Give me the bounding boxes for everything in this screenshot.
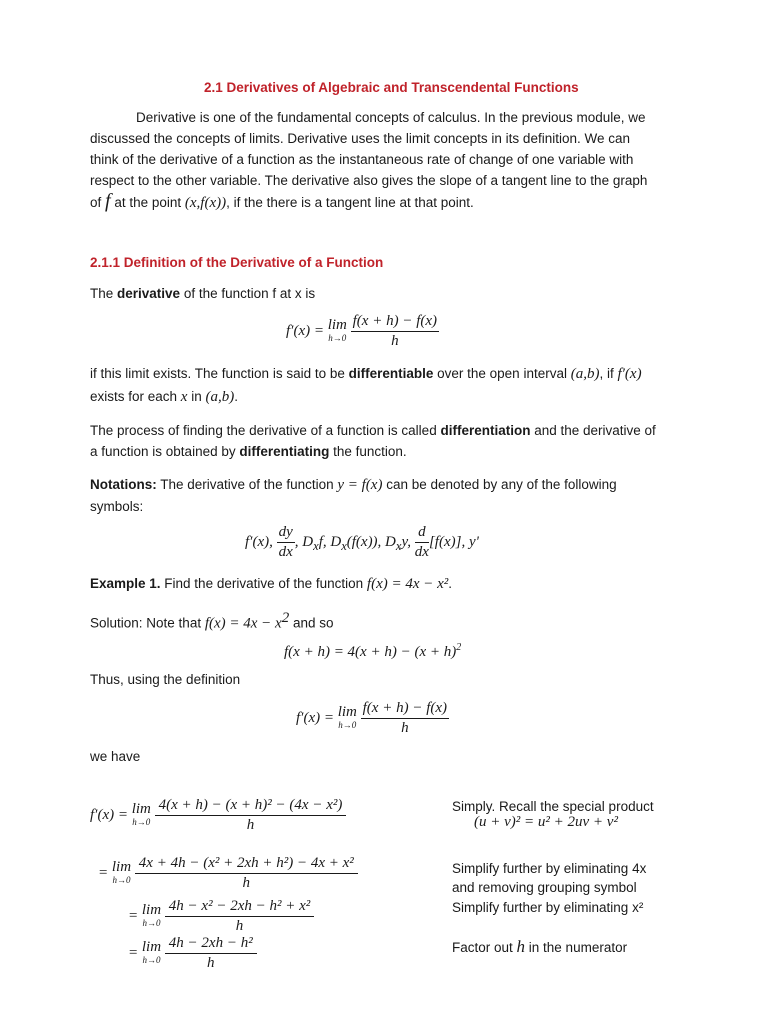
fraction [277, 524, 295, 561]
step-3 [128, 898, 314, 935]
lim-sub: h→0 [132, 816, 151, 827]
bold-term: differentiating [239, 444, 330, 459]
math-interval: (a,b) [570, 366, 600, 382]
text: , if the there is a tangent line at that point. [226, 195, 474, 210]
numerator: dy [277, 524, 295, 543]
thus-line: Thus, using the definition [90, 672, 241, 687]
lim-sub: h→0 [328, 332, 347, 343]
symbol: (f(x)), D [346, 533, 396, 550]
definition-lead [90, 286, 315, 301]
limit [111, 858, 132, 887]
denominator: dx [414, 544, 429, 560]
fraction [135, 855, 358, 892]
definition-condition [90, 366, 642, 383]
math-f: f [105, 190, 111, 212]
intro-paragraph [90, 107, 675, 214]
text: and the derivative of [530, 423, 656, 438]
numerator: 4(x + h) − (x + h)² − (4x − x²) [155, 797, 347, 816]
bold-term: differentiation [440, 423, 531, 438]
math-eq: f(x) = 4x − x [204, 615, 282, 632]
intro-line: discussed the concepts of limits. Derivative uses the limit concepts in its definition. We can [90, 131, 630, 146]
math-point: (x,f(x)) [184, 195, 227, 211]
notations-paragraph [90, 474, 617, 517]
numerator: f(x + h) − f(x) [351, 313, 439, 332]
formula-lhs: f′(x) = [286, 322, 328, 339]
process-line [90, 441, 656, 462]
fraction [165, 935, 257, 972]
text: can be denoted by any of the following [382, 477, 617, 492]
symbol: [f(x)], y' [428, 533, 479, 550]
intro-line: think of the derivative of a function as the instantaneous rate of change of one variable with [90, 152, 634, 167]
lim-sub: h→0 [142, 954, 161, 965]
fraction [165, 898, 314, 935]
note-math: (u + v)² = u² + 2uv + v² [474, 814, 618, 830]
math-eq: f(x) = 4x − x² [366, 576, 449, 592]
superscript: 2 [456, 642, 462, 653]
note-text: and removing grouping symbol [452, 880, 637, 895]
text: The [90, 286, 118, 301]
text: Find the derivative of the function [160, 576, 367, 591]
denominator: h [391, 333, 399, 349]
lim-text: lim [337, 703, 357, 720]
numerator: 4x + 4h − (x² + 2xh + h²) − 4x + x² [135, 855, 358, 874]
step-4-note [452, 937, 627, 957]
text: in [187, 389, 206, 404]
symbol: y, [401, 533, 412, 550]
denominator: h [235, 918, 244, 934]
text: , if [599, 366, 618, 381]
step-2 [98, 855, 358, 892]
fraction [415, 524, 429, 561]
bold-term: differentiable [348, 366, 434, 381]
lim-text: lim [327, 316, 347, 333]
subscript: x [341, 538, 347, 553]
solution-equation [284, 642, 461, 661]
step-1-note [452, 799, 654, 831]
step-3-note [452, 900, 643, 915]
step-2-note [452, 859, 646, 897]
intro-line [90, 191, 675, 214]
we-have-line: we have [90, 749, 141, 764]
lim-sub: h→0 [112, 874, 131, 885]
numerator: f(x + h) − f(x) [361, 700, 449, 719]
fraction [351, 313, 439, 350]
solution-line [90, 610, 334, 633]
fraction [361, 700, 449, 737]
text: The derivative of the function [156, 477, 338, 492]
lim-text: lim [141, 901, 162, 918]
lim-sub: h→0 [142, 917, 161, 928]
symbol: f′(x), [245, 533, 273, 550]
definition-condition-2 [90, 389, 238, 406]
text: a function is obtained by [90, 444, 240, 459]
limit [337, 703, 357, 732]
math-eq: f(x + h) = 4(x + h) − (x + h) [284, 644, 457, 660]
numerator: 4h − 2xh − h² [165, 935, 257, 954]
math-x: x [180, 389, 188, 405]
text: at the point [110, 195, 185, 210]
formula-lhs: = [128, 944, 142, 961]
subscript: x [395, 538, 402, 553]
symbol: , D [294, 533, 314, 550]
math-fprime: f′(x) [617, 366, 642, 382]
text: . [234, 389, 238, 404]
notation-symbols [245, 524, 479, 561]
limit [141, 938, 162, 967]
text: Solution: Note that [90, 615, 205, 631]
numerator: 4h − x² − 2xh − h² + x² [165, 898, 314, 917]
superscript: 2 [281, 610, 290, 626]
bold-label: Notations: [90, 477, 157, 492]
math-interval: (a,b) [205, 389, 235, 405]
note-text: Simplify further by eliminating x² [452, 900, 644, 915]
text: The process of finding the derivative of a function is called [90, 423, 441, 438]
intro-line: respect to the other variable. The derivative also gives the slope of a tangent line to the graph [90, 173, 648, 188]
lim-text: lim [131, 800, 151, 817]
text: exists for each [90, 389, 181, 404]
text: of the function f at x is [180, 286, 316, 301]
notations-line [90, 474, 617, 496]
lim-text: lim [141, 938, 162, 955]
text: . [448, 576, 453, 591]
note-text: Simplify further by eliminating 4x [452, 861, 647, 876]
denominator: dx [278, 544, 293, 560]
step-4 [128, 935, 257, 972]
text: over the open interval [433, 366, 571, 381]
formula-lhs: f′(x) = [90, 806, 132, 823]
limit [327, 316, 347, 345]
subsection-title: 2.1.1 Definition of the Derivative of a Function [90, 255, 384, 270]
lim-text: lim [111, 858, 132, 875]
symbol: f, D [318, 533, 342, 550]
note-text: Simply. Recall the special product [452, 799, 654, 814]
section-title: 2.1 Derivatives of Algebraic and Transcendental Functions [204, 80, 579, 95]
example-line [90, 576, 452, 593]
subscript: x [313, 538, 319, 553]
formula-lhs: = [128, 907, 142, 924]
limit [131, 800, 151, 829]
process-paragraph [90, 420, 656, 462]
note-text: Factor out [452, 940, 517, 955]
text: if this limit exists. The function is said to be [90, 366, 349, 381]
formula-lhs: = [98, 864, 112, 881]
definition-formula-2 [296, 700, 449, 737]
text: and so [289, 615, 334, 631]
formula-lhs: f′(x) = [296, 709, 338, 726]
definition-formula [286, 313, 439, 350]
bold-label: Example 1. [90, 576, 161, 591]
denominator: h [246, 817, 255, 833]
text: the function. [329, 444, 407, 459]
note-text: in the numerator [525, 940, 628, 955]
note-math: h [516, 937, 526, 956]
limit [141, 901, 162, 930]
math-eq: y = f(x) [337, 477, 383, 493]
lim-sub: h→0 [338, 719, 357, 730]
bold-term: derivative [117, 286, 181, 301]
notations-line: symbols: [90, 499, 144, 514]
denominator: h [207, 955, 215, 971]
text: of [90, 195, 106, 210]
intro-line: Derivative is one of the fundamental concepts of calculus. In the previous module, we [136, 110, 646, 125]
denominator: h [401, 720, 409, 736]
denominator: h [242, 875, 251, 891]
numerator: d [415, 524, 429, 543]
step-1 [90, 797, 346, 834]
process-line [90, 420, 656, 441]
fraction [155, 797, 347, 834]
